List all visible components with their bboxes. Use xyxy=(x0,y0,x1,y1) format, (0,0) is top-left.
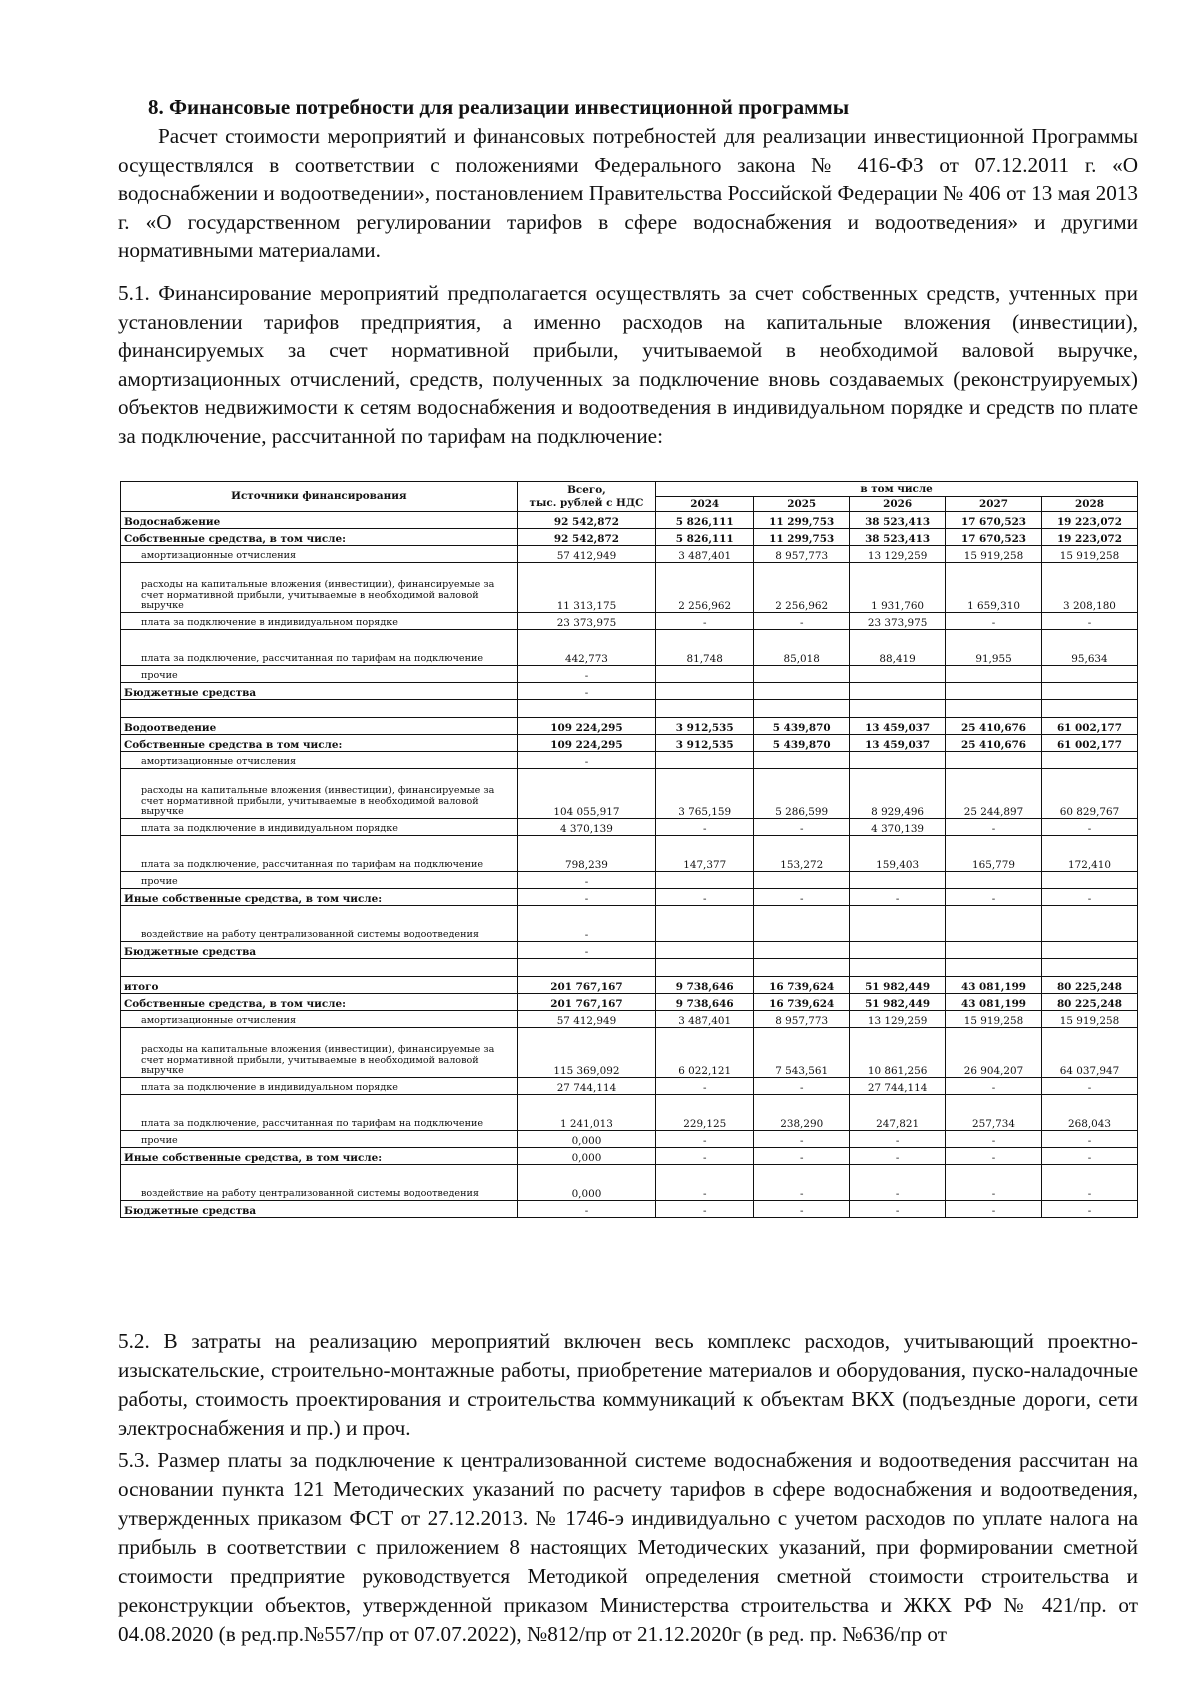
cell-year-value xyxy=(1041,683,1137,700)
cell-total: 11 313,175 xyxy=(517,563,655,613)
cell-year-value: 11 299,753 xyxy=(754,512,850,529)
cell-total: - xyxy=(517,872,655,889)
cell-year-value: - xyxy=(946,1131,1042,1148)
cell-year-value xyxy=(946,700,1042,718)
cell-year-value: - xyxy=(1041,1078,1137,1095)
table-row xyxy=(121,1095,1138,1131)
row-label: плата за подключение в индивидуальном порядке xyxy=(121,1078,518,1095)
cell-year-value: 9 738,646 xyxy=(656,994,754,1011)
cell-year-value xyxy=(946,872,1042,889)
cell-year-value: 5 826,111 xyxy=(656,529,754,546)
cell-total: 109 224,295 xyxy=(517,735,655,752)
cell-year-value: 61 002,177 xyxy=(1041,735,1137,752)
table-row xyxy=(121,1148,1138,1165)
cell-year-value: 15 919,258 xyxy=(1041,546,1137,563)
row-label: Бюджетные средства xyxy=(121,1201,518,1218)
cell-year-value xyxy=(754,666,850,683)
table-row xyxy=(121,769,1138,819)
header-year: 2027 xyxy=(946,497,1042,512)
cell-year-value: 16 739,624 xyxy=(754,994,850,1011)
table-row xyxy=(121,546,1138,563)
cell-year-value: 229,125 xyxy=(656,1095,754,1131)
paragraph-5-3: 5.3. Размер платы за подключение к централизованной системе водоснабжения и водоотведения рассчитан на основании пункта 121 Методических указаний по расчету тарифов в сфере водоснабжения и водоотведения, утвержденных приказом ФСТ от 27.12.2013. № 1746-э индивидуально с учетом расходов по уплате налога на прибыль в соответствии с приложением 8 настоящих Методических указаний, при формировании сметной стоимости предприятие руководствуется Методикой определения сметной стоимости строительства и реконструкции объектов, утвержденной приказом Министерства строительства и ЖКХ РФ № 421/пр. от 04.08.2020 (в ред.пр.№557/пр от 07.07.2022), №812/пр от 21.12.2020г (в ред. пр. №636/пр от xyxy=(118,1448,1138,1646)
cell-total: 109 224,295 xyxy=(517,718,655,735)
cell-year-value: - xyxy=(656,819,754,836)
table-row xyxy=(121,959,1138,977)
paragraph-5-2: 5.2. В затраты на реализацию мероприятий включен весь комплекс расходов, учитывающий проектно-изыскательские, строительно-монтажные работы, приобретение материалов и оборудования, пуско-наладочные работы, стоимость проектирования и строительства коммуникаций к объектам ВКХ (подъездные дороги, сети электроснабжения и пр.) и проч. xyxy=(118,1329,1138,1440)
table-row xyxy=(121,942,1138,959)
table-row xyxy=(121,906,1138,942)
cell-total: - xyxy=(517,666,655,683)
header-year: 2025 xyxy=(754,497,850,512)
table-row xyxy=(121,512,1138,529)
cell-year-value: 8 957,773 xyxy=(754,546,850,563)
cell-year-value xyxy=(946,942,1042,959)
cell-total: 57 412,949 xyxy=(517,1011,655,1028)
cell-total: - xyxy=(517,1201,655,1218)
table-row xyxy=(121,836,1138,872)
cell-year-value: 257,734 xyxy=(946,1095,1042,1131)
cell-year-value: 13 129,259 xyxy=(850,546,946,563)
table-row xyxy=(121,752,1138,769)
header-total-unit: тыс. рублей с НДС xyxy=(529,496,644,509)
cell-year-value xyxy=(754,959,850,977)
cell-year-value: - xyxy=(946,1078,1042,1095)
table-row xyxy=(121,613,1138,630)
cell-year-value: - xyxy=(656,1131,754,1148)
cell-year-value: 16 739,624 xyxy=(754,977,850,994)
cell-year-value: 85,018 xyxy=(754,630,850,666)
cell-year-value xyxy=(1041,700,1137,718)
table-row xyxy=(121,735,1138,752)
cell-year-value: 60 829,767 xyxy=(1041,769,1137,819)
row-label xyxy=(121,700,518,718)
cell-year-value: 17 670,523 xyxy=(946,529,1042,546)
cell-year-value xyxy=(656,906,754,942)
cell-year-value: - xyxy=(946,1165,1042,1201)
cell-year-value: - xyxy=(850,1131,946,1148)
cell-total: 115 369,092 xyxy=(517,1028,655,1078)
cell-year-value: 5 826,111 xyxy=(656,512,754,529)
row-label xyxy=(121,959,518,977)
cell-year-value xyxy=(754,700,850,718)
cell-year-value: 25 244,897 xyxy=(946,769,1042,819)
cell-year-value: - xyxy=(754,1078,850,1095)
cell-year-value: 13 129,259 xyxy=(850,1011,946,1028)
row-label: итого xyxy=(121,977,518,994)
cell-total: - xyxy=(517,889,655,906)
financing-table-wrapper xyxy=(120,481,1138,1218)
cell-year-value: 268,043 xyxy=(1041,1095,1137,1131)
cell-total xyxy=(517,700,655,718)
row-label: Собственные средства, в том числе: xyxy=(121,529,518,546)
cell-year-value: - xyxy=(754,1131,850,1148)
cell-year-value: 10 861,256 xyxy=(850,1028,946,1078)
cell-year-value: - xyxy=(1041,819,1137,836)
row-label: плата за подключение, рассчитанная по тарифам на подключение xyxy=(121,1095,518,1131)
header-year: 2024 xyxy=(656,497,754,512)
cell-year-value: 238,290 xyxy=(754,1095,850,1131)
cell-total: 442,773 xyxy=(517,630,655,666)
cell-year-value: - xyxy=(656,1078,754,1095)
header-total-label: Всего, xyxy=(567,483,606,496)
cell-year-value: - xyxy=(850,1201,946,1218)
cell-year-value: 91,955 xyxy=(946,630,1042,666)
row-label: расходы на капитальные вложения (инвестиции), финансируемые за счет нормативной прибыли, учитываемые в необходимой валовой выручке xyxy=(121,1028,518,1078)
cell-year-value xyxy=(946,906,1042,942)
cell-year-value: 43 081,199 xyxy=(946,977,1042,994)
row-label: Водоснабжение xyxy=(121,512,518,529)
cell-year-value: - xyxy=(754,613,850,630)
cell-year-value: 80 225,248 xyxy=(1041,994,1137,1011)
section-heading: 8. Финансовые потребности для реализации инвестиционной программы xyxy=(148,95,850,119)
cell-year-value: 3 208,180 xyxy=(1041,563,1137,613)
cell-year-value: - xyxy=(946,1201,1042,1218)
cell-year-value: 153,272 xyxy=(754,836,850,872)
cell-total: 23 373,975 xyxy=(517,613,655,630)
cell-year-value xyxy=(946,666,1042,683)
cell-total: 1 241,013 xyxy=(517,1095,655,1131)
row-label: расходы на капитальные вложения (инвестиции), финансируемые за счет нормативной прибыли, учитываемые в необходимой валовой выручке xyxy=(121,769,518,819)
cell-year-value xyxy=(656,752,754,769)
cell-year-value: - xyxy=(754,1201,850,1218)
cell-year-value xyxy=(850,666,946,683)
cell-year-value: 3 912,535 xyxy=(656,735,754,752)
header-source: Источники финансирования xyxy=(121,482,518,512)
cell-year-value xyxy=(1041,942,1137,959)
cell-year-value: 17 670,523 xyxy=(946,512,1042,529)
table-row xyxy=(121,563,1138,613)
cell-year-value: 3 487,401 xyxy=(656,546,754,563)
cell-year-value: - xyxy=(754,1165,850,1201)
row-label: плата за подключение в индивидуальном порядке xyxy=(121,613,518,630)
row-label: Бюджетные средства xyxy=(121,683,518,700)
cell-year-value: 159,403 xyxy=(850,836,946,872)
cell-year-value: 4 370,139 xyxy=(850,819,946,836)
cell-total: 201 767,167 xyxy=(517,994,655,1011)
cell-year-value: - xyxy=(1041,889,1137,906)
cell-year-value: 3 912,535 xyxy=(656,718,754,735)
cell-year-value xyxy=(1041,906,1137,942)
row-label: амортизационные отчисления xyxy=(121,1011,518,1028)
paragraph-intro: Расчет стоимости мероприятий и финансовых потребностей для реализации инвестиционной Программы осуществлялся в соответствии с положениями Федерального закона № 416-ФЗ от 07.12.2011 г. «О водоснабжении и водоотведении», постановлением Правительства Российской Федерации № 406 от 13 мая 2013 г. «О государственном регулировании тарифов в сфере водоснабжения и водоотведения» и другими нормативными материалами. xyxy=(118,124,1138,262)
cell-year-value xyxy=(850,872,946,889)
cell-year-value: - xyxy=(1041,1148,1137,1165)
cell-year-value: 51 982,449 xyxy=(850,977,946,994)
cell-total: 798,239 xyxy=(517,836,655,872)
cell-year-value xyxy=(656,872,754,889)
cell-year-value xyxy=(850,700,946,718)
cell-year-value: 9 738,646 xyxy=(656,977,754,994)
cell-year-value: 27 744,114 xyxy=(850,1078,946,1095)
cell-year-value: 2 256,962 xyxy=(754,563,850,613)
row-label: плата за подключение в индивидуальном порядке xyxy=(121,819,518,836)
row-label: Собственные средства, в том числе: xyxy=(121,994,518,1011)
cell-year-value: 81,748 xyxy=(656,630,754,666)
cell-year-value: 15 919,258 xyxy=(1041,1011,1137,1028)
row-label: расходы на капитальные вложения (инвестиции), финансируемые за счет нормативной прибыли, учитываемые в необходимой валовой выручке xyxy=(121,563,518,613)
cell-year-value: - xyxy=(1041,1131,1137,1148)
cell-total: 4 370,139 xyxy=(517,819,655,836)
row-label: Бюджетные средства xyxy=(121,942,518,959)
cell-year-value: 43 081,199 xyxy=(946,994,1042,1011)
row-label: Иные собственные средства, в том числе: xyxy=(121,1148,518,1165)
cell-total: - xyxy=(517,752,655,769)
cell-total: - xyxy=(517,683,655,700)
row-label: плата за подключение, рассчитанная по тарифам на подключение xyxy=(121,630,518,666)
cell-year-value xyxy=(850,942,946,959)
cell-year-value: 6 022,121 xyxy=(656,1028,754,1078)
table-row xyxy=(121,683,1138,700)
cell-year-value: - xyxy=(754,819,850,836)
cell-year-value: - xyxy=(754,1148,850,1165)
cell-year-value: - xyxy=(850,1148,946,1165)
cell-year-value xyxy=(850,752,946,769)
table-row xyxy=(121,1131,1138,1148)
header-year: 2026 xyxy=(850,497,946,512)
header-total xyxy=(517,482,655,512)
cell-year-value: 51 982,449 xyxy=(850,994,946,1011)
cell-year-value: 247,821 xyxy=(850,1095,946,1131)
table-row xyxy=(121,718,1138,735)
cell-year-value xyxy=(946,959,1042,977)
cell-year-value: - xyxy=(656,613,754,630)
cell-year-value: 8 929,496 xyxy=(850,769,946,819)
table-row xyxy=(121,819,1138,836)
cell-total: - xyxy=(517,906,655,942)
cell-year-value: - xyxy=(946,889,1042,906)
cell-year-value xyxy=(656,666,754,683)
cell-year-value: 15 919,258 xyxy=(946,1011,1042,1028)
table-row xyxy=(121,1165,1138,1201)
cell-year-value: 3 487,401 xyxy=(656,1011,754,1028)
cell-year-value: - xyxy=(754,889,850,906)
cell-year-value: - xyxy=(850,889,946,906)
cell-year-value xyxy=(656,959,754,977)
cell-year-value: 3 765,159 xyxy=(656,769,754,819)
cell-year-value: 147,377 xyxy=(656,836,754,872)
row-label: амортизационные отчисления xyxy=(121,752,518,769)
cell-year-value: - xyxy=(656,1148,754,1165)
cell-total: 92 542,872 xyxy=(517,529,655,546)
cell-year-value xyxy=(754,683,850,700)
header-year: 2028 xyxy=(1041,497,1137,512)
table-row xyxy=(121,666,1138,683)
row-label: амортизационные отчисления xyxy=(121,546,518,563)
cell-year-value xyxy=(1041,959,1137,977)
table-row xyxy=(121,700,1138,718)
row-label: прочие xyxy=(121,666,518,683)
cell-year-value: 38 523,413 xyxy=(850,512,946,529)
cell-year-value: 19 223,072 xyxy=(1041,529,1137,546)
cell-total: 201 767,167 xyxy=(517,977,655,994)
cell-year-value: 26 904,207 xyxy=(946,1028,1042,1078)
cell-year-value: 88,419 xyxy=(850,630,946,666)
cell-total: 57 412,949 xyxy=(517,546,655,563)
cell-year-value: 15 919,258 xyxy=(946,546,1042,563)
cell-year-value: - xyxy=(946,1148,1042,1165)
cell-year-value xyxy=(754,906,850,942)
cell-total: 0,000 xyxy=(517,1131,655,1148)
cell-year-value: - xyxy=(850,1165,946,1201)
cell-year-value: 80 225,248 xyxy=(1041,977,1137,994)
cell-year-value: - xyxy=(946,613,1042,630)
table-row xyxy=(121,529,1138,546)
cell-year-value xyxy=(1041,666,1137,683)
cell-year-value: 95,634 xyxy=(1041,630,1137,666)
cell-year-value xyxy=(754,942,850,959)
cell-year-value xyxy=(656,700,754,718)
cell-year-value xyxy=(850,683,946,700)
row-label: воздействие на работу централизованной системы водоотведения xyxy=(121,906,518,942)
cell-year-value: 2 256,962 xyxy=(656,563,754,613)
table-row xyxy=(121,1078,1138,1095)
cell-year-value xyxy=(656,942,754,959)
row-label: прочие xyxy=(121,1131,518,1148)
paragraph-5-1: 5.1. Финансирование мероприятий предполагается осуществлять за счет собственных средств, учтенных при установлении тарифов предприятия, а именно расходов на капитальные вложения (инвестиции), финансируемых за счет нормативной прибыли, учитываемой в необходимой валовой выручке, амортизационных отчислений, средств, полученных за подключение вновь создаваемых (реконструируемых) объектов недвижимости к сетям водоснабжения и водоотведения в индивидуальном порядке и средств по плате за подключение, рассчитанной по тарифам на подключение: xyxy=(118,281,1138,448)
cell-year-value: 172,410 xyxy=(1041,836,1137,872)
cell-total: - xyxy=(517,942,655,959)
header-including: в том числе xyxy=(656,482,1138,497)
row-label: Водоотведение xyxy=(121,718,518,735)
cell-year-value: 1 931,760 xyxy=(850,563,946,613)
cell-year-value xyxy=(946,752,1042,769)
cell-year-value: 38 523,413 xyxy=(850,529,946,546)
cell-total: 92 542,872 xyxy=(517,512,655,529)
cell-year-value: - xyxy=(1041,1165,1137,1201)
cell-year-value: 23 373,975 xyxy=(850,613,946,630)
cell-year-value: 19 223,072 xyxy=(1041,512,1137,529)
table-row xyxy=(121,1028,1138,1078)
cell-year-value: 8 957,773 xyxy=(754,1011,850,1028)
cell-year-value xyxy=(850,906,946,942)
cell-year-value: 13 459,037 xyxy=(850,718,946,735)
cell-year-value: 61 002,177 xyxy=(1041,718,1137,735)
cell-year-value xyxy=(754,752,850,769)
cell-year-value: 1 659,310 xyxy=(946,563,1042,613)
cell-year-value: - xyxy=(946,819,1042,836)
cell-year-value xyxy=(946,683,1042,700)
cell-year-value xyxy=(850,959,946,977)
cell-year-value xyxy=(656,683,754,700)
cell-year-value: 13 459,037 xyxy=(850,735,946,752)
cell-year-value: 25 410,676 xyxy=(946,718,1042,735)
table-row xyxy=(121,889,1138,906)
cell-year-value: 7 543,561 xyxy=(754,1028,850,1078)
row-label: Собственные средства в том числе: xyxy=(121,735,518,752)
table-row xyxy=(121,1201,1138,1218)
cell-year-value: - xyxy=(656,889,754,906)
cell-total: 104 055,917 xyxy=(517,769,655,819)
cell-year-value: 5 439,870 xyxy=(754,718,850,735)
financing-table xyxy=(120,481,1138,1218)
cell-total: 27 744,114 xyxy=(517,1078,655,1095)
cell-year-value xyxy=(754,872,850,889)
cell-year-value: - xyxy=(656,1201,754,1218)
cell-year-value xyxy=(1041,752,1137,769)
cell-year-value: - xyxy=(1041,1201,1137,1218)
table-row xyxy=(121,994,1138,1011)
cell-year-value: - xyxy=(1041,613,1137,630)
table-row xyxy=(121,977,1138,994)
cell-year-value: 165,779 xyxy=(946,836,1042,872)
row-label: прочие xyxy=(121,872,518,889)
cell-year-value: 11 299,753 xyxy=(754,529,850,546)
cell-total xyxy=(517,959,655,977)
row-label: воздействие на работу централизованной системы водоотведения xyxy=(121,1165,518,1201)
cell-year-value: 25 410,676 xyxy=(946,735,1042,752)
cell-year-value: 64 037,947 xyxy=(1041,1028,1137,1078)
cell-year-value: - xyxy=(656,1165,754,1201)
row-label: плата за подключение, рассчитанная по тарифам на подключение xyxy=(121,836,518,872)
table-row xyxy=(121,1011,1138,1028)
row-label: Иные собственные средства, в том числе: xyxy=(121,889,518,906)
cell-year-value: 5 439,870 xyxy=(754,735,850,752)
table-row xyxy=(121,630,1138,666)
table-row xyxy=(121,872,1138,889)
cell-year-value: 5 286,599 xyxy=(754,769,850,819)
cell-total: 0,000 xyxy=(517,1165,655,1201)
cell-total: 0,000 xyxy=(517,1148,655,1165)
cell-year-value xyxy=(1041,872,1137,889)
